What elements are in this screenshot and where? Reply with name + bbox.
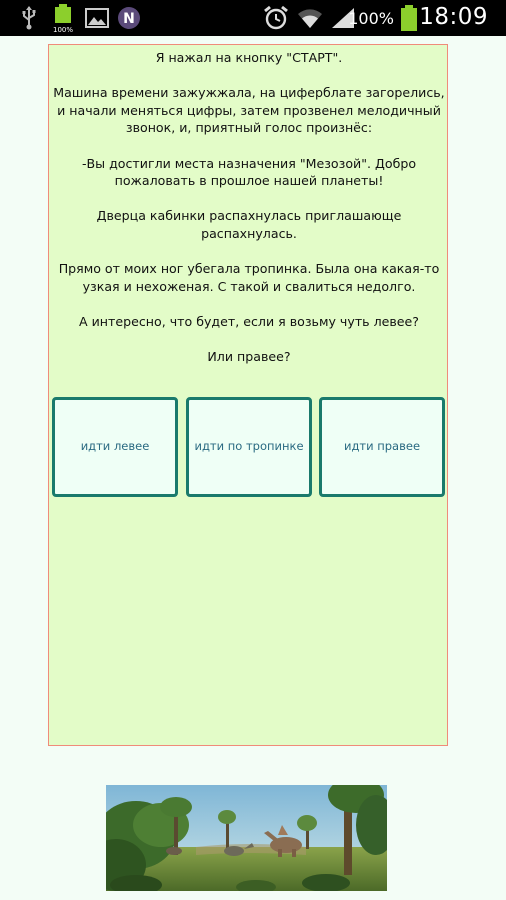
follow-path-button[interactable] [186, 397, 312, 497]
go-right-button[interactable] [319, 397, 445, 497]
story-panel [48, 44, 448, 746]
story-text [53, 49, 445, 383]
small-battery-label: 100% [53, 26, 73, 33]
usb-icon [18, 0, 40, 36]
dinosaur-banner-image [106, 785, 387, 891]
story-paragraph: Или правее? [207, 349, 291, 365]
story-paragraph: Прямо от моих ног убегала тропинка. Была она какая-то узкая и нехоженая. С такой и свалиться недолго. [58, 261, 440, 294]
status-bar [0, 0, 506, 36]
story-paragraph: Дверца кабинки распахнулась приглашающе распахнулась. [96, 208, 402, 241]
wifi-icon [296, 0, 324, 36]
image-icon [84, 0, 110, 36]
n-app-icon [116, 0, 142, 36]
story-paragraph: А интересно, что будет, если я возьму чуть левее? [79, 313, 419, 329]
svg-text:N: N [123, 11, 135, 27]
go-left-button[interactable] [52, 397, 178, 497]
battery-icon [398, 0, 420, 36]
follow-path-label: идти по тропинке [194, 439, 304, 453]
clock-time: 18:09 [419, 4, 488, 30]
battery-small-icon [52, 0, 74, 36]
alarm-icon [262, 0, 290, 36]
battery-percent: 100% [348, 9, 394, 28]
story-paragraph: Я нажал на кнопку "СТАРТ". [155, 50, 343, 65]
story-paragraph: -Вы достигли места назначения "Мезозой". Добро пожаловать в прошлое нашей планеты! [81, 155, 417, 189]
go-right-label: идти правее [343, 439, 421, 453]
go-left-label: идти левее [80, 439, 150, 453]
story-paragraph: Машина времени зажужжала, на циферблате загорелись, и начали меняться цифры, затем прозвенел мелодичный звонок, и, приятный голос произнёс: [53, 85, 445, 136]
